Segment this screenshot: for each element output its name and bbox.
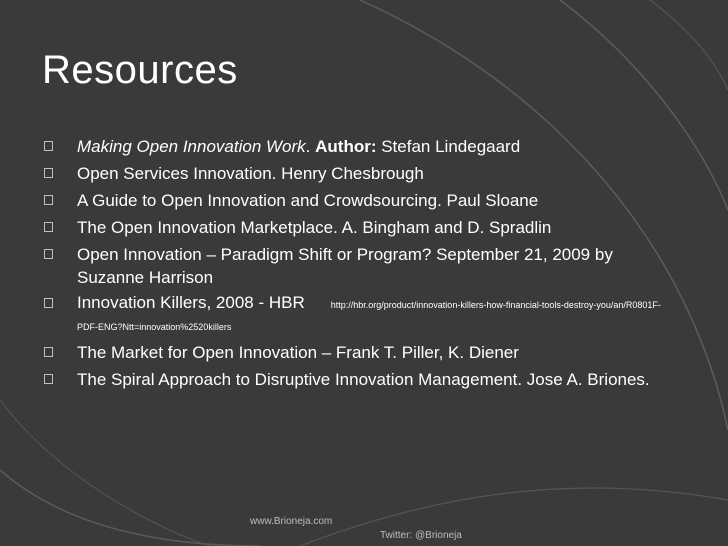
list-item <box>44 243 664 289</box>
list-item-text: The Spiral Approach to Disruptive Innovation Management. Jose A. Briones. <box>77 370 650 389</box>
square-bullet-icon <box>44 347 53 357</box>
list-item-text: Innovation Killers, 2008 - HBR <box>77 293 305 312</box>
square-bullet-icon <box>44 141 53 151</box>
list-item <box>44 293 664 337</box>
list-item <box>44 135 664 158</box>
slide-title: Resources <box>42 48 238 92</box>
list-item <box>44 216 664 239</box>
author-name: Stefan Lindegaard <box>376 137 521 156</box>
list-item-text: The Market for Open Innovation – Frank T. Piller, K. Diener <box>77 343 519 362</box>
separator: . <box>305 137 316 156</box>
list-item-text: A Guide to Open Innovation and Crowdsourcing. Paul Sloane <box>77 191 539 210</box>
square-bullet-icon <box>44 195 53 205</box>
list-item <box>44 162 664 185</box>
list-item <box>44 189 664 212</box>
resource-list <box>44 135 664 391</box>
book-title: Making Open Innovation Work <box>77 137 306 156</box>
square-bullet-icon <box>44 249 53 259</box>
footer-website[interactable]: www.Brioneja.com <box>250 516 333 527</box>
square-bullet-icon <box>44 374 53 384</box>
footer-twitter[interactable]: Twitter: @Brioneja <box>380 530 462 541</box>
list-item-text: Open Innovation – Paradigm Shift or Program? September 21, 2009 by Suzanne Harrison <box>77 245 613 287</box>
square-bullet-icon <box>44 298 53 308</box>
list-item-text: The Open Innovation Marketplace. A. Bingham and D. Spradlin <box>77 218 552 237</box>
square-bullet-icon <box>44 168 53 178</box>
hbr-link[interactable]: http://hbr.org/product/innovation-killers-how-financial-tools-destroy-you/an/R0801F-PDF-ENG?Ntt=innovation%2520killers <box>77 300 661 332</box>
author-label: Author: <box>315 137 377 156</box>
list-item-text: Open Services Innovation. Henry Chesbrough <box>77 164 424 183</box>
list-item <box>44 368 664 391</box>
list-item <box>44 341 664 364</box>
square-bullet-icon <box>44 222 53 232</box>
